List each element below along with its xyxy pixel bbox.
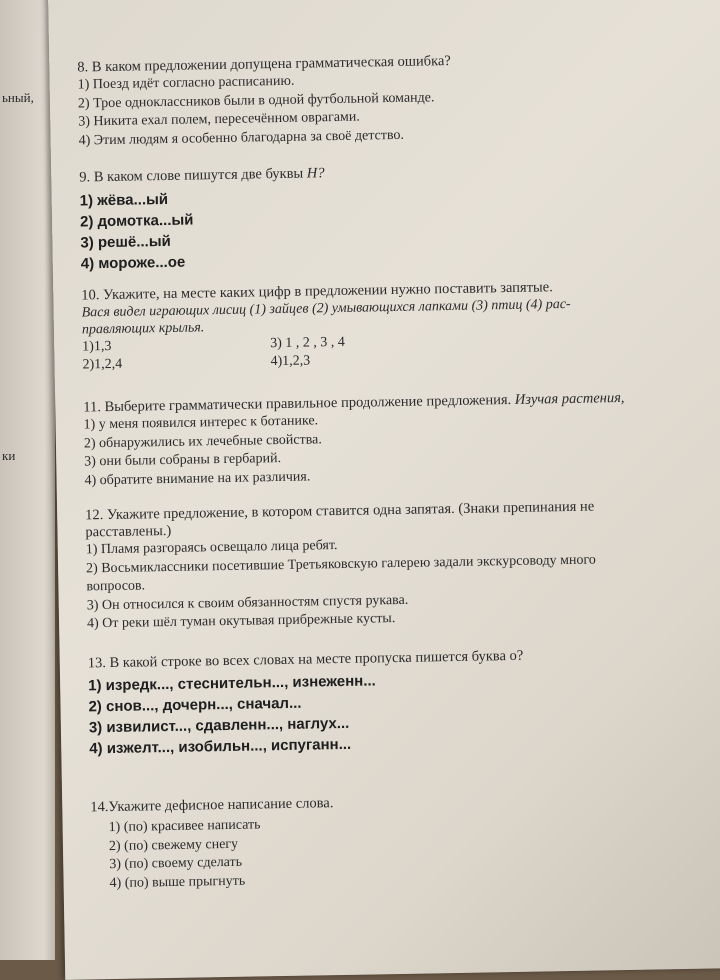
answer-option: 3) решё...ый [80, 232, 171, 252]
test-sheet [48, 0, 720, 980]
answer-option: 3) Он относился к своим обязанностям спустя рукава. [86, 592, 409, 613]
answer-option: 1) жёва...ый [79, 190, 169, 210]
answer-option: 1) у меня появился интерес к ботанике. [83, 413, 319, 433]
answer-option: 4) обратите внимание на их различия. [84, 468, 311, 488]
question-sentence: Вася видел играющих лисиц (1) зайцев (2) умывающихся лапками (3) птиц (4) рас- [81, 296, 571, 321]
answer-option-continuation: вопросов. [86, 578, 146, 595]
left-page-fragment [0, 0, 55, 960]
question-title-text: 9. В каком слове пишутся две буквы [79, 165, 304, 186]
question-title: расставлены.) [85, 522, 172, 541]
answer-option: 2) обнаружились их лечебные свойства. [83, 431, 322, 451]
answer-option: 3) 1 , 2 , 3 , 4 [270, 334, 345, 352]
question-11 [83, 389, 694, 491]
answer-option: 2) домотка...ый [79, 211, 194, 231]
question-title: 14.Укажите дефисное написание слова. [90, 795, 334, 816]
question-12 [85, 497, 697, 634]
answer-option: 4) мороже...ое [80, 253, 186, 273]
answer-option: 2) (по) свежему снегу [108, 836, 239, 854]
question-title-letter: Н? [306, 165, 325, 182]
answer-option: 3) Никита ехал полем, пересечённом оврагами. [78, 109, 360, 130]
question-sentence: правляющих крылья. [81, 320, 205, 338]
answer-option: 1)1,3 [82, 338, 112, 355]
question-title-text: 11. Выберите грамматически правильное продолжение предложения. [83, 391, 512, 416]
answer-option: 1) Поезд идёт согласно расписанию. [77, 73, 295, 93]
answer-option: 2) снов..., дочерн..., сначал... [88, 694, 302, 716]
answer-option: 2) Трое одноклассников были в одной футбольной команде. [77, 89, 435, 111]
question-title: 10. Укажите, на месте каких цифр в предложении нужно поставить запятые. [81, 279, 553, 304]
answer-option: 4) (по) выше прыгнуть [109, 873, 246, 891]
question-14 [90, 789, 702, 894]
answer-option: 1) Пламя разгораясь освещало лица ребят. [85, 538, 338, 558]
answer-option: 1) изредк..., стеснительн..., изнеженн... [88, 672, 376, 695]
question-13 [88, 645, 700, 760]
question-title-italic: Изучая растения, [514, 390, 625, 408]
question-8 [77, 49, 688, 151]
answer-option: 2)1,2,4 [82, 356, 123, 373]
answer-option: 4) Этим людям я особенно благодарна за своё детство. [78, 127, 405, 148]
answer-option: 4)1,2,3 [270, 353, 311, 370]
question-title: 12. Укажите предложение, в котором ставится одна запятая. (Знаки препинания не [85, 498, 595, 524]
answer-option: 3) они были собраны в гербарий. [84, 451, 282, 470]
answer-option: 2) Восьмиклассники посетившие Третьяковскую галерею задали экскурсоводу много [85, 552, 596, 576]
question-title: 8. В каком предложении допущена грамматическая ошибка? [77, 52, 451, 76]
question-title: 13. В какой строке во всех словах на месте пропуска пишется буква о? [87, 647, 524, 672]
left-page-text-fragment: ки [2, 448, 16, 463]
question-10 [81, 277, 692, 375]
left-page-text-fragment: ьный, [2, 90, 34, 105]
answer-option: 4) изжелт..., изобильн..., испуганн... [89, 735, 352, 758]
answer-option: 1) (по) красивее написать [108, 817, 261, 836]
answer-option: 3) извилист..., сдавленн..., наглух... [88, 714, 350, 737]
answer-option: 4) От реки шёл туман окутывая прибрежные кусты. [86, 611, 396, 632]
answer-option: 3) (по) своему сделать [109, 854, 243, 873]
test-content [77, 49, 687, 891]
question-9 [79, 159, 691, 275]
